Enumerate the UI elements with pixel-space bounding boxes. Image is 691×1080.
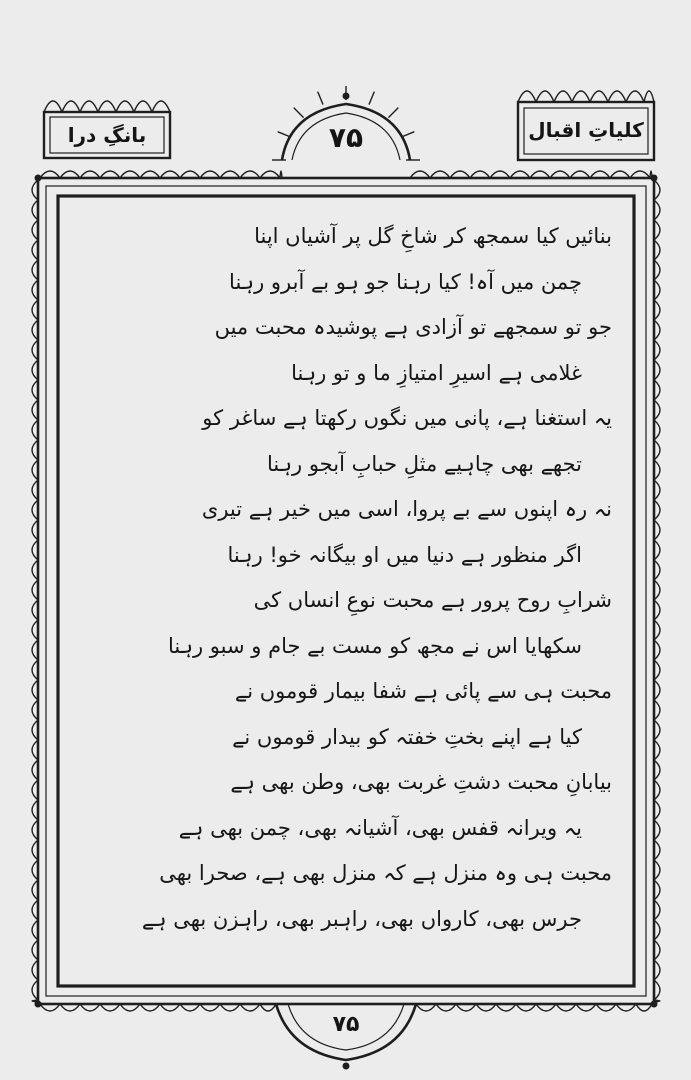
book-title: کلیاتِ اقبال (528, 118, 644, 142)
poem-line: بیابانِ محبت دشتِ غربت بھی، وطن بھی ہے (230, 770, 612, 794)
poem-line: یہ ویرانہ قفس بھی، آشیانہ بھی، چمن بھی ہے (178, 815, 582, 840)
poem-line: محبت ہی سے پائی ہے شفا بیمار قوموں نے (234, 679, 612, 703)
poem-line: سکھایا اس نے مجھ کو مست بے جام و سبو رہنا (167, 633, 582, 658)
poem-line: چمن میں آہ! کیا رہنا جو ہو بے آبرو رہنا (229, 269, 582, 294)
poem-line: محبت ہی وہ منزل ہے کہ منزل بھی ہے، صحرا بھی (159, 861, 612, 885)
poem-text (92, 226, 612, 986)
poem-line: جرس بھی، کارواں بھی، راہبر بھی، راہزن بھی ہے (141, 906, 582, 931)
poem-line: تجھے بھی چاہیے مثلِ حبابِ آبجو رہنا (266, 451, 582, 476)
poem-line: شرابِ روح پرور ہے محبت نوعِ انساں کی (253, 588, 612, 612)
poem-line: اگر منظور ہے دنیا میں او بیگانہ خو! رہنا (227, 542, 582, 567)
section-title: بانگِ درا (67, 123, 147, 147)
poem-line: یہ استغنا ہے، پانی میں نگوں رکھتا ہے ساغر کو (202, 406, 612, 430)
poem-line: کیا ہے اپنے بختِ خفتہ کو بیدار قوموں نے (232, 724, 582, 749)
poem-line: بنائیں کیا سمجھ کر شاخِ گل پر آشیاں اپنا (254, 224, 612, 248)
poem-line: جو تو سمجھے تو آزادی ہے پوشیدہ محبت میں (214, 315, 612, 339)
page-number-top: ۷۵ (328, 121, 364, 154)
poem-line: غلامی ہے اسیرِ امتیازِ ما و تو رہنا (291, 360, 582, 385)
page-number-bottom: ۷۵ (332, 1012, 360, 1037)
poem-line: نہ رہ اپنوں سے بے پروا، اسی میں خیر ہے تیری (201, 497, 612, 521)
